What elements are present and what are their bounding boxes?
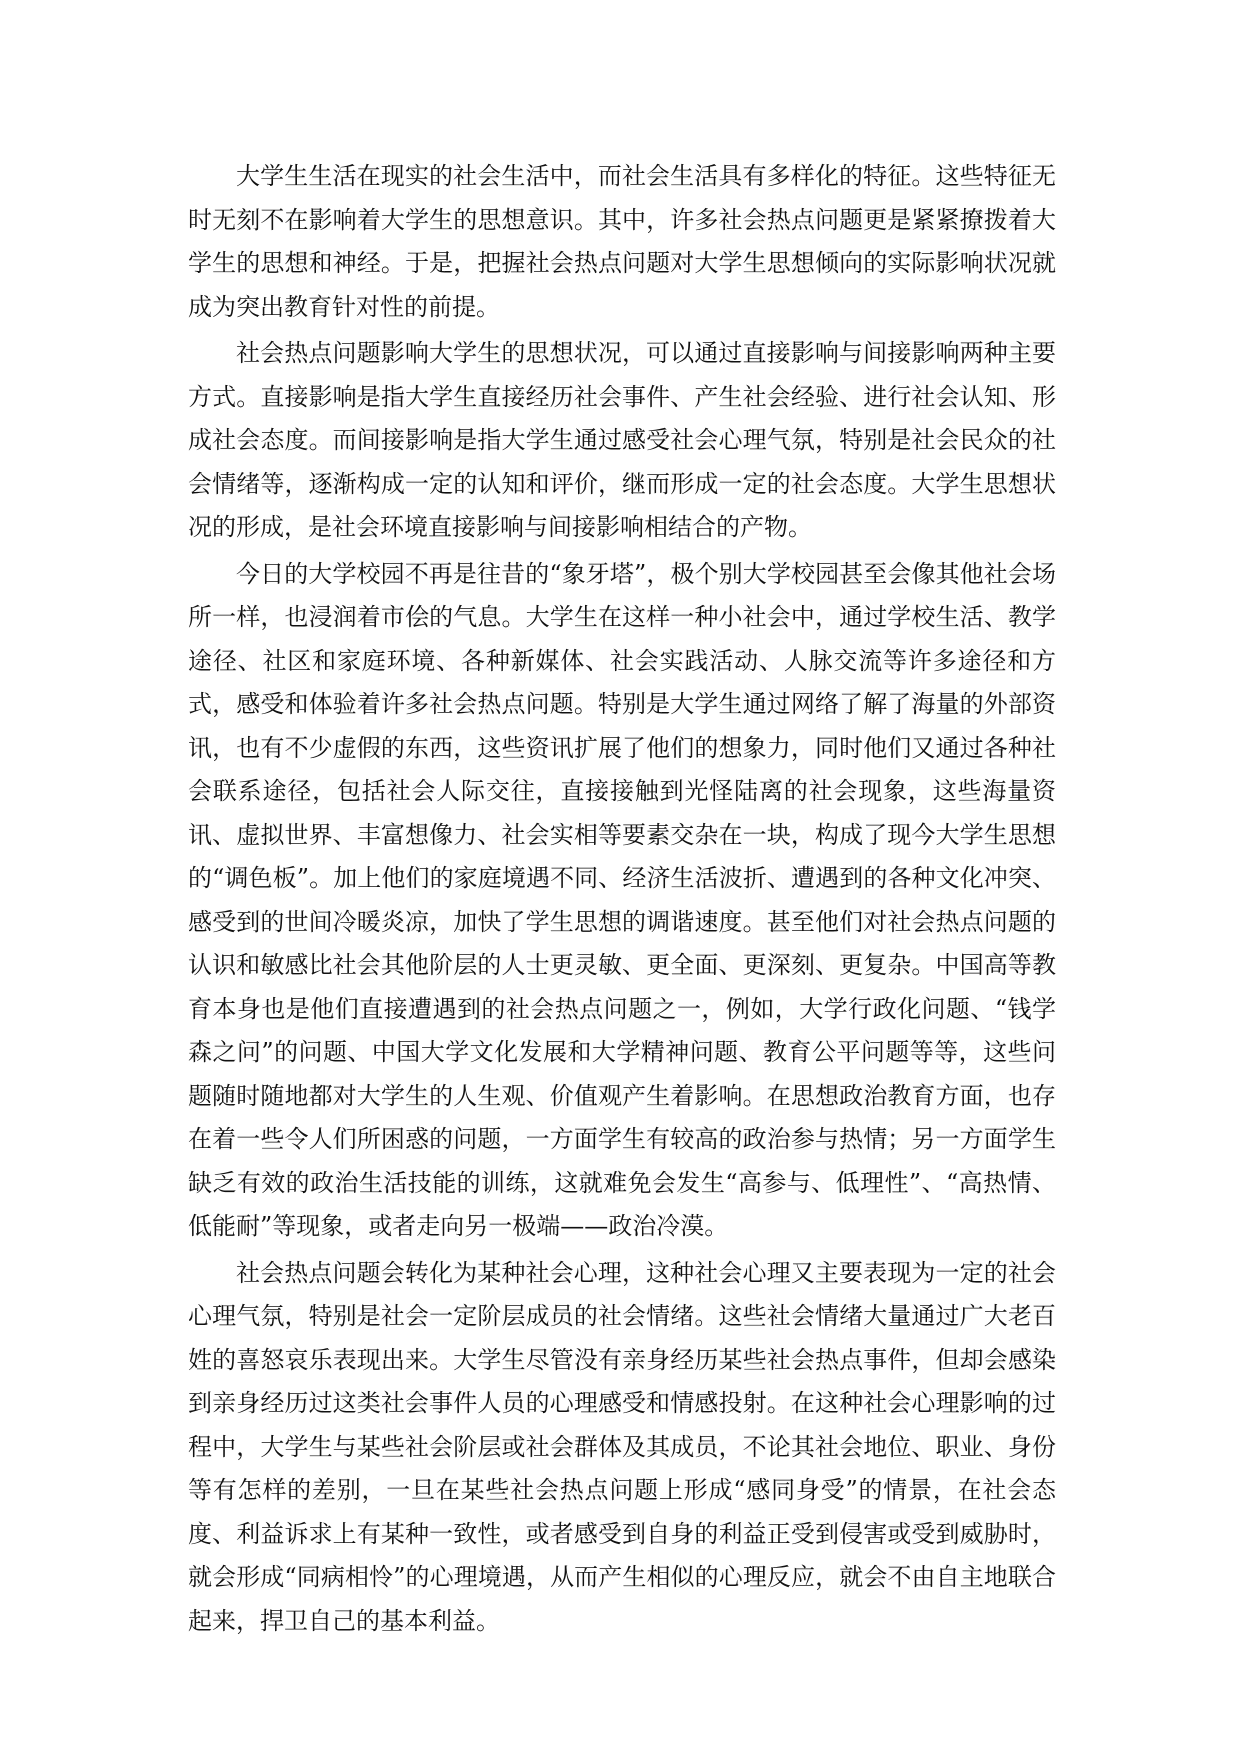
paragraph-1: 大学生生活在现实的社会生活中，而社会生活具有多样化的特征。这些特征无时无刻不在影响着大学生的思想意识。其中，许多社会热点问题更是紧紧撩拨着大学生的思想和神经。于是，把握社会热点问题对大学生思想倾向的实际影响状况就成为突出教育针对性的前提。: [188, 162, 1056, 321]
document-body: [188, 155, 1056, 1643]
paragraph-3: 今日的大学校园不再是往昔的“象牙塔”，极个别大学校园甚至会像其他社会场所一样，也浸润着市侩的气息。大学生在这样一种小社会中，通过学校生活、教学途径、社区和家庭环境、各种新媒体、社会实践活动、人脉交流等许多途径和方式，感受和体验着许多社会热点问题。特别是大学生通过网络了解了海量的外部资讯，也有不少虚假的东西，这些资讯扩展了他们的想象力，同时他们又通过各种社会联系途径，包括社会人际交往，直接接触到光怪陆离的社会现象，这些海量资讯、虚拟世界、丰富想像力、社会实相等要素交杂在一块，构成了现今大学生思想的“调色板”。加上他们的家庭境遇不同、经济生活波折、遭遇到的各种文化冲突、感受到的世间冷暖炎凉，加快了学生思想的调谐速度。甚至他们对社会热点问题的认识和敏感比社会其他阶层的人士更灵敏、更全面、更深刻、更复杂。中国高等教育本身也是他们直接遭遇到的社会热点问题之一，例如，大学行政化问题、“钱学森之问”的问题、中国大学文化发展和大学精神问题、教育公平问题等等，这些问题随时随地都对大学生的人生观、价值观产生着影响。在思想政治教育方面，也存在着一些令人们所困惑的问题，一方面学生有较高的政治参与热情；另一方面学生缺乏有效的政治生活技能的训练，这就难免会发生“高参与、低理性”、“高热情、低能耐”等现象，或者走向另一极端——政治冷漠。: [188, 559, 1056, 1240]
paragraph-4: 社会热点问题会转化为某种社会心理，这种社会心理又主要表现为一定的社会心理气氛，特别是社会一定阶层成员的社会情绪。这些社会情绪大量通过广大老百姓的喜怒哀乐表现出来。大学生尽管没有亲身经历某些社会热点事件，但却会感染到亲身经历过这类社会事件人员的心理感受和情感投射。在这种社会心理影响的过程中，大学生与某些社会阶层或社会群体及其成员，不论其社会地位、职业、身份等有怎样的差别，一旦在某些社会热点问题上形成“感同身受”的情景，在社会态度、利益诉求上有某种一致性，或者感受到自身的利益正受到侵害或受到威胁时，就会形成“同病相怜”的心理境遇，从而产生相似的心理反应，就会不由自主地联合起来，捍卫自己的基本利益。: [188, 1258, 1056, 1635]
paragraph-2: 社会热点问题影响大学生的思想状况，可以通过直接影响与间接影响两种主要方式。直接影响是指大学生直接经历社会事件、产生社会经验、进行社会认知、形成社会态度。而间接影响是指大学生通过感受社会心理气氛，特别是社会民众的社会情绪等，逐渐构成一定的认知和评价，继而形成一定的社会态度。大学生思想状况的形成，是社会环境直接影响与间接影响相结合的产物。: [188, 339, 1056, 541]
